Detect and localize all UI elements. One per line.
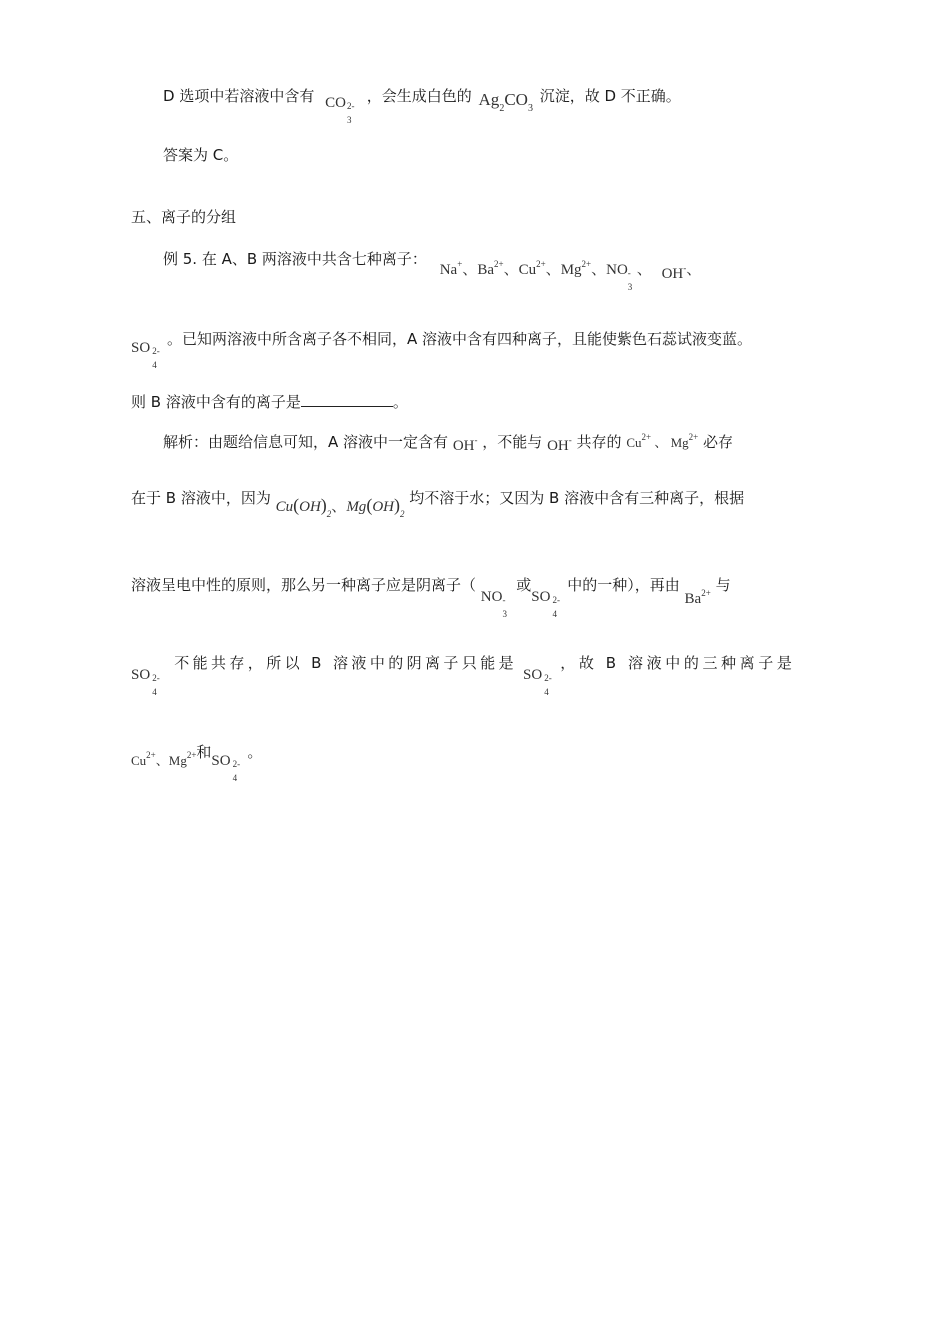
formula-ion-list: Na+、$Ba^{2+}$、$Cu^{2+}$、$Mg^{2+}$、NO - 3 、 OH-、 xyxy=(439,259,702,292)
formula-cu-mg: $Cu^{2+}$、$Mg^{2+}$ xyxy=(131,750,197,768)
text-span: D 选项中若溶液中含有 xyxy=(163,87,315,105)
answer-line: 答案为 C。 xyxy=(163,146,239,164)
example-5-line xyxy=(163,244,702,292)
formula-oh: OH- xyxy=(452,435,478,454)
formula-hydroxides: $Cu(OH)_2$、$Mg(OH)_2$ xyxy=(275,495,405,519)
text-line-4 xyxy=(131,329,753,370)
answer-blank xyxy=(301,394,393,407)
analysis-line-2: 在于 B 溶液中，因为 $Cu(OH)_2$、$Mg(OH)_2$ 均不溶于水；又因为 B 溶液中含有三种离子，根据 xyxy=(131,489,745,519)
analysis-line-5: $Cu^{2+}$、$Mg^{2+}$和SO 2- 4 。 xyxy=(131,743,263,783)
question-line: 则 B 溶液中含有的离子是 。 xyxy=(131,393,408,411)
text-span: 沉淀，故 D 不正确。 xyxy=(539,87,681,105)
formula-oh: OH- xyxy=(547,435,572,454)
text-line-1 xyxy=(163,86,681,125)
formula-co3: CO 2- 3 xyxy=(325,95,355,125)
section-heading: 五、离子的分组 xyxy=(131,208,237,226)
analysis-line-4: SO 2- 4 不能共存，所以 B 溶液中的阴离子只能是 SO 2- 4 ，故 B 溶液中的三种离子是 xyxy=(131,654,796,697)
formula-so4: SO 2- 4 xyxy=(131,667,160,697)
formula-so4: SO 2- 4 xyxy=(523,667,552,697)
formula-so4: SO 2- 4 xyxy=(211,753,241,783)
formula-no3: NO - 3 xyxy=(480,589,507,619)
text-span: 。已知两溶液中所含离子各不相同，A 溶液中含有四种离子，且能使紫色石蕊试液变蓝。 xyxy=(166,330,753,348)
text-span: ，会生成白色的 xyxy=(366,87,472,105)
text-span: 例 5. 在 A、B 两溶液中共含七种离子： xyxy=(163,250,427,268)
formula-ba: $Ba^{2+}$ xyxy=(684,588,711,607)
analysis-line-1: 解析：由题给信息可知，A 溶液中一定含有 OH- ，不能与 OH- 共存的 $Cu^{2+}$ 、 $Mg^{2+}$ 必存 xyxy=(163,432,734,454)
analysis-line-3: 溶液呈电中性的原则，那么另一种离子应是阴离子（ NO - 3 或SO 2- 4 中的一种），再由 $Ba^{2+}$ 与 xyxy=(131,576,731,619)
formula-so4: SO 2- 4 xyxy=(131,340,160,370)
formula-so4: SO 2- 4 xyxy=(531,589,560,619)
formula-ag2co3: $Ag_2CO_3$ xyxy=(478,90,533,114)
formula-cu-mg: $Cu^{2+}$ 、 $Mg^{2+}$ xyxy=(626,432,699,450)
